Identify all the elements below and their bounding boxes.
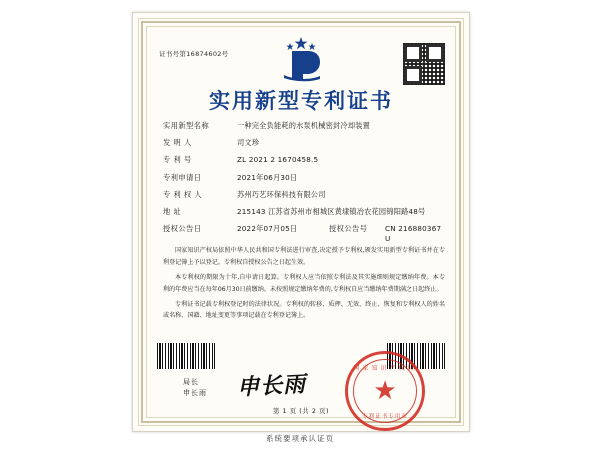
qr-corner-marker xyxy=(404,66,422,84)
field-label: 发 明 人 xyxy=(163,138,192,148)
field-value: 2022年07月05日 xyxy=(237,224,298,234)
field-value: 一种完全负能耗的水泵机械密封冷却装置 xyxy=(237,121,370,130)
field-row-patentee xyxy=(163,190,445,200)
legal-paragraph: 专利证书记载专利权登记时的法律状况。专利权的转移、质押、无效、终止、恢复和专利权人的姓名或名称、国籍、地址变更等事项记载在专利登记簿上。 xyxy=(163,300,445,320)
field-row-address xyxy=(163,207,445,217)
seal-top-text: 国家知识产权局 xyxy=(353,365,417,372)
field-label: 专 利 号 xyxy=(163,155,192,165)
field-value: 苏州巧艺环保科技有限公司 xyxy=(237,189,326,199)
image-caption: 系统要项承认证页 xyxy=(266,434,334,443)
cnipa-emblem-icon xyxy=(262,35,340,83)
field-value: 215143 江苏省苏州市相城区黄埭镇冶农花园锦阳路48号 xyxy=(237,207,426,217)
page-number: 第 1 页 (共 2 页) xyxy=(272,407,330,415)
seal-bottom-text: 专利证书专用章 xyxy=(362,414,408,420)
field-label: 专利申请日 xyxy=(163,172,202,182)
field-value: ZL 2021 2 1670458.5 xyxy=(237,155,319,165)
field-label: 授权公告日 xyxy=(163,224,202,234)
certificate-fields xyxy=(163,121,445,251)
field-value: 2021年06月30日 xyxy=(237,172,298,182)
page-title: 实用新型专利证书 xyxy=(209,89,393,113)
signature-label xyxy=(183,377,207,399)
legal-paragraph: 国家知识产权局依照中华人民共和国专利法进行审查,决定授予专利权,颁发实用新型专利证书并在专利登记簿上予以登记。专利权自授权公告之日起生效。 xyxy=(163,247,445,266)
legal-paragraph: 本专利权的期限为十年,自申请日起算。专利权人应当依照专利法及其实施细则规定缴纳年费。本专利的年费应当在每年06月30日前缴纳。未按照规定缴纳年费的,专利权自应当缴纳年费期满之日起终止。 xyxy=(163,273,445,293)
field-label: 地 址 xyxy=(163,207,182,217)
star-icon: ★ xyxy=(373,376,397,406)
signature-name: 申长雨 xyxy=(183,389,207,398)
field-value: 司文珍 xyxy=(237,138,260,148)
field-row-inventor xyxy=(163,138,445,148)
field-row-utility-model-name xyxy=(163,121,445,131)
field-label-secondary: 授权公告号 xyxy=(329,224,368,234)
handwritten-signature: 申长雨 xyxy=(236,371,307,401)
field-row-grant-announcement xyxy=(163,224,445,243)
patent-certificate xyxy=(132,12,470,432)
field-label: 实用新型名称 xyxy=(163,121,210,130)
field-value-secondary: CN 216880367 U xyxy=(385,224,442,244)
field-row-application-date xyxy=(163,173,445,183)
legal-notice xyxy=(163,245,445,325)
signature-title: 局长 xyxy=(183,378,199,386)
certificate-serial-number: 证书号第16874602号 xyxy=(159,50,229,58)
qr-code-icon xyxy=(403,43,445,85)
field-row-patent-number xyxy=(163,155,445,165)
official-red-seal xyxy=(345,351,425,431)
barcode-left xyxy=(157,343,215,369)
field-label: 专 利 权 人 xyxy=(163,189,203,199)
